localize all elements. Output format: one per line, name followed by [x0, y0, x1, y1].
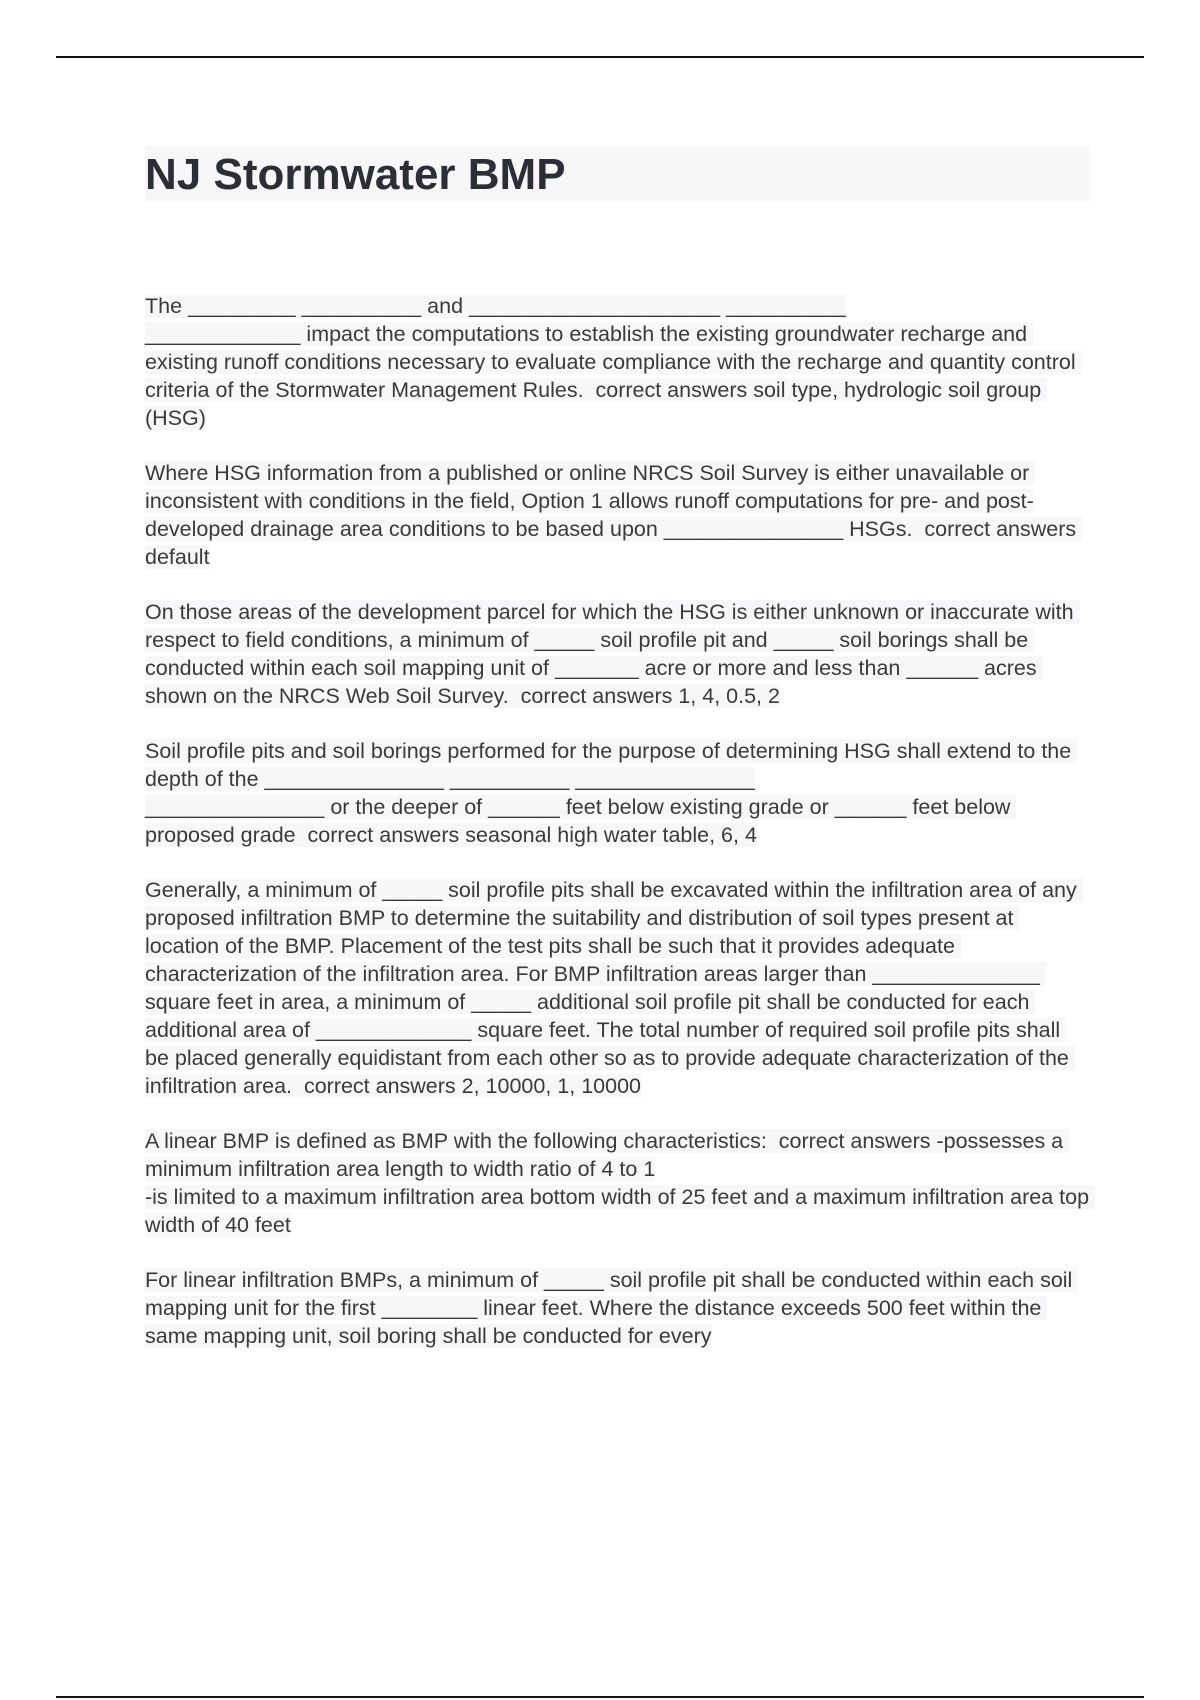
- flashcard-text: The _________ __________ and _____________________ __________ _____________ impact the computations to establish the existing groundwater recharge and existing runoff conditions necessary to evaluate compliance with the recharge and quantity control criteria of the Stormwater Management Rules. correct answers soil type, hydrologic soil group (HSG): [145, 294, 1082, 430]
- flashcard-entry: [145, 292, 1090, 432]
- flashcard-text: For linear infiltration BMPs, a minimum of _____ soil profile pit shall be conducted within each soil mapping unit for the first ________ linear feet. Where the distance exceeds 500 feet within the same mapping unit, soil boring shall be conducted for every: [145, 1268, 1079, 1348]
- flashcard-entry: [145, 598, 1090, 710]
- flashcard-list: [145, 292, 1090, 1350]
- flashcard-text: Soil profile pits and soil borings performed for the purpose of determining HSG shall extend to the depth of the _______________ __________ _______________ _______________ or the deeper of ______ feet below existing grade or ______ feet below proposed grade correct answers seasonal high water table, 6, 4: [145, 739, 1077, 847]
- flashcard-text: A linear BMP is defined as BMP with the following characteristics: correct answers -possesses a minimum infiltration area length to width ratio of 4 to 1 -is limited to a maximum infiltration area bottom width of 25 feet and a maximum infiltration area top width of 40 feet: [145, 1129, 1095, 1237]
- flashcard-entry: [145, 1266, 1090, 1350]
- flashcard-entry: [145, 1127, 1090, 1239]
- flashcard-entry: [145, 459, 1090, 571]
- top-rule: [56, 56, 1144, 58]
- page-title: NJ Stormwater BMP: [145, 146, 1090, 202]
- bottom-rule: [56, 1696, 1144, 1698]
- flashcard-text: Where HSG information from a published or online NRCS Soil Survey is either unavailable or inconsistent with conditions in the field, Option 1 allows runoff computations for pre- and post-developed drainage area conditions to be based upon _______________ HSGs. correct answers default: [145, 461, 1083, 569]
- flashcard-text: Generally, a minimum of _____ soil profile pits shall be excavated within the infiltration area of any proposed infiltration BMP to determine the suitability and distribution of soil types present at location of the BMP. Placement of the test pits shall be such that it provides adequate characterization of the infiltration area. For BMP infiltration areas larger than ______________ square feet in area, a minimum of _____ additional soil profile pit shall be conducted for each additional area of _____________ square feet. The total number of required soil profile pits shall be placed generally equidistant from each other so as to provide adequate characterization of the infiltration area. correct answers 2, 10000, 1, 10000: [145, 878, 1083, 1098]
- flashcard-text: On those areas of the development parcel for which the HSG is either unknown or inaccurate with respect to field conditions, a minimum of _____ soil profile pit and _____ soil borings shall be conducted within each soil mapping unit of _______ acre or more and less than ______ acres shown on the NRCS Web Soil Survey. correct answers 1, 4, 0.5, 2: [145, 600, 1080, 708]
- flashcard-entry: [145, 737, 1090, 849]
- document-body: [145, 146, 1090, 1377]
- flashcard-entry: [145, 876, 1090, 1100]
